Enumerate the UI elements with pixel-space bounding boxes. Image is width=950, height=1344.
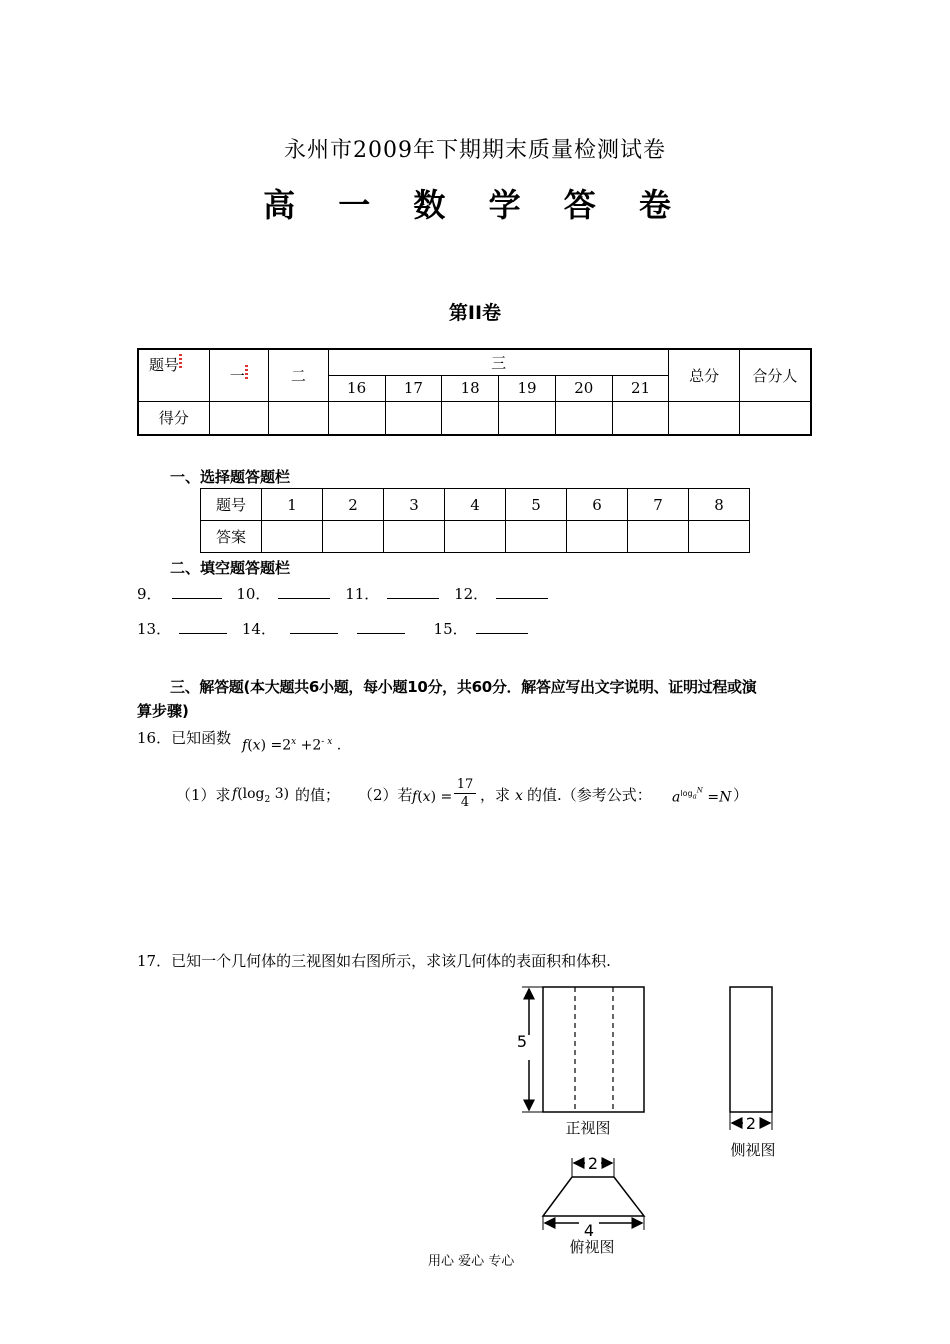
score-table-question-label: 题号 bbox=[138, 349, 209, 401]
score-table-grader: 合分人 bbox=[739, 349, 811, 401]
q16-part2-prefix: （2）若 bbox=[358, 786, 413, 804]
q16-part1 bbox=[176, 784, 231, 805]
choice-number: 2 bbox=[323, 489, 384, 521]
fill-blank[interactable] bbox=[290, 633, 338, 634]
choice-answer-cell[interactable] bbox=[689, 521, 750, 553]
q16-part2-var: x bbox=[515, 788, 523, 804]
q16-ref-close: ） bbox=[733, 786, 749, 804]
fill-blank[interactable] bbox=[179, 633, 227, 634]
score-cell[interactable] bbox=[739, 401, 811, 435]
choice-number: 6 bbox=[567, 489, 628, 521]
choice-question-label: 题号 bbox=[201, 489, 262, 521]
fill-blank[interactable] bbox=[496, 598, 548, 599]
exam-title: 永州市2009年下期期末质量检测试卷 bbox=[284, 138, 666, 163]
fill-row-2 bbox=[137, 618, 528, 639]
choice-answer-table bbox=[200, 488, 750, 553]
choice-number: 5 bbox=[506, 489, 567, 521]
score-table-subcol: 19 bbox=[499, 375, 556, 401]
score-cell[interactable] bbox=[499, 401, 556, 435]
dim-top-long: 4 bbox=[583, 1221, 595, 1240]
choice-answer-cell[interactable] bbox=[262, 521, 323, 553]
fill-blank[interactable] bbox=[476, 633, 528, 634]
score-table-subcol: 20 bbox=[555, 375, 612, 401]
score-cell[interactable] bbox=[612, 401, 669, 435]
fill-heading: 二、填空题答题栏 bbox=[170, 559, 291, 577]
choice-answer-cell[interactable] bbox=[384, 521, 445, 553]
choice-answer-cell[interactable] bbox=[323, 521, 384, 553]
solve-heading-cont: 算步骤) bbox=[137, 702, 189, 720]
score-table-total: 总分 bbox=[669, 349, 739, 401]
three-view-figure bbox=[505, 980, 795, 1260]
fill-label: 14． bbox=[241, 620, 276, 638]
score-table-col-one: 一 bbox=[209, 349, 269, 401]
choice-answer-cell[interactable] bbox=[506, 521, 567, 553]
dim-side-width: 2 bbox=[745, 1114, 757, 1133]
q16-part1-expr: $f(\log_2$ 3) bbox=[232, 786, 290, 805]
fill-row-1 bbox=[137, 583, 548, 604]
fill-label: 10． bbox=[236, 585, 271, 603]
fill-label: 12． bbox=[454, 585, 489, 603]
fraction-numerator: 17 bbox=[454, 776, 476, 794]
score-table-subcol: 16 bbox=[328, 375, 385, 401]
choice-answer-cell[interactable] bbox=[567, 521, 628, 553]
q16-part2-lhs: f(x) = bbox=[412, 789, 453, 805]
q17-text bbox=[137, 950, 611, 971]
exam-subtitle: 高 一 数 学 答 卷 bbox=[263, 186, 687, 224]
fill-blank[interactable] bbox=[387, 598, 439, 599]
fill-label: 13． bbox=[137, 620, 172, 638]
choice-number: 1 bbox=[262, 489, 323, 521]
q16-stem bbox=[137, 727, 231, 748]
score-cell[interactable] bbox=[269, 401, 329, 435]
score-cell[interactable] bbox=[669, 401, 739, 435]
choice-number: 8 bbox=[689, 489, 750, 521]
fill-blank[interactable] bbox=[278, 598, 330, 599]
dim-top-short: 2 bbox=[587, 1154, 599, 1173]
score-table-col-two: 二 bbox=[269, 349, 329, 401]
side-view-label: 侧视图 bbox=[730, 1141, 776, 1159]
fraction-denominator: 4 bbox=[460, 795, 470, 810]
q16-part1-prefix: （1）求 bbox=[176, 786, 231, 804]
score-cell[interactable] bbox=[209, 401, 269, 435]
choice-answer-label: 答案 bbox=[201, 521, 262, 553]
front-view bbox=[522, 987, 644, 1112]
q16-fraction bbox=[454, 776, 476, 811]
q16-part2-mid: ，求 bbox=[480, 786, 511, 804]
top-view-label: 俯视图 bbox=[569, 1238, 615, 1256]
q16-number: 16． bbox=[137, 729, 172, 747]
side-view bbox=[730, 987, 772, 1130]
choice-number: 7 bbox=[628, 489, 689, 521]
score-table-subcol: 18 bbox=[442, 375, 499, 401]
fill-label: 15． bbox=[433, 620, 468, 638]
score-table bbox=[137, 348, 812, 436]
score-table-score-label: 得分 bbox=[138, 401, 209, 435]
page-footer: 用心 爱心 专心 bbox=[428, 1254, 515, 1269]
score-cell[interactable] bbox=[555, 401, 612, 435]
choice-answer-cell[interactable] bbox=[445, 521, 506, 553]
q16-formula: $f(x) =2^x +2^{- x}$ . bbox=[242, 737, 342, 754]
q16-part2-suffix: 的值.（参考公式： bbox=[527, 786, 652, 804]
q17-number: 17． bbox=[137, 952, 172, 970]
choice-heading: 一、选择题答题栏 bbox=[170, 468, 291, 486]
fill-label: 11． bbox=[345, 585, 380, 603]
score-cell[interactable] bbox=[385, 401, 442, 435]
choice-answer-cell[interactable] bbox=[628, 521, 689, 553]
volume-title: 第II卷 bbox=[448, 302, 502, 324]
choice-number: 4 bbox=[445, 489, 506, 521]
fill-blank[interactable] bbox=[357, 633, 405, 634]
edit-mark-icon bbox=[179, 354, 182, 368]
solve-heading: 三、解答题(本大题共6小题，每小题10分，共60分．解答应写出文字说明、证明过程或演 bbox=[170, 678, 757, 696]
dim-height: 5 bbox=[516, 1032, 528, 1051]
q16-stem-text: 已知函数 bbox=[171, 729, 232, 747]
fill-blank[interactable] bbox=[172, 598, 222, 599]
choice-number: 3 bbox=[384, 489, 445, 521]
score-cell[interactable] bbox=[442, 401, 499, 435]
score-cell[interactable] bbox=[328, 401, 385, 435]
score-table-subcol: 21 bbox=[612, 375, 669, 401]
score-table-col-three: 三 bbox=[328, 349, 669, 375]
edit-mark-icon bbox=[245, 365, 248, 379]
fill-label: 9． bbox=[137, 585, 162, 603]
q16-ref-formula: $a^{log_a^N} =N$ bbox=[672, 786, 732, 806]
score-table-subcol: 17 bbox=[385, 375, 442, 401]
q16-part1-suffix: 的值； bbox=[295, 786, 341, 804]
front-view-label: 正视图 bbox=[565, 1119, 611, 1137]
q17-body: 已知一个几何体的三视图如右图所示，求该几何体的表面积和体积. bbox=[171, 952, 611, 970]
